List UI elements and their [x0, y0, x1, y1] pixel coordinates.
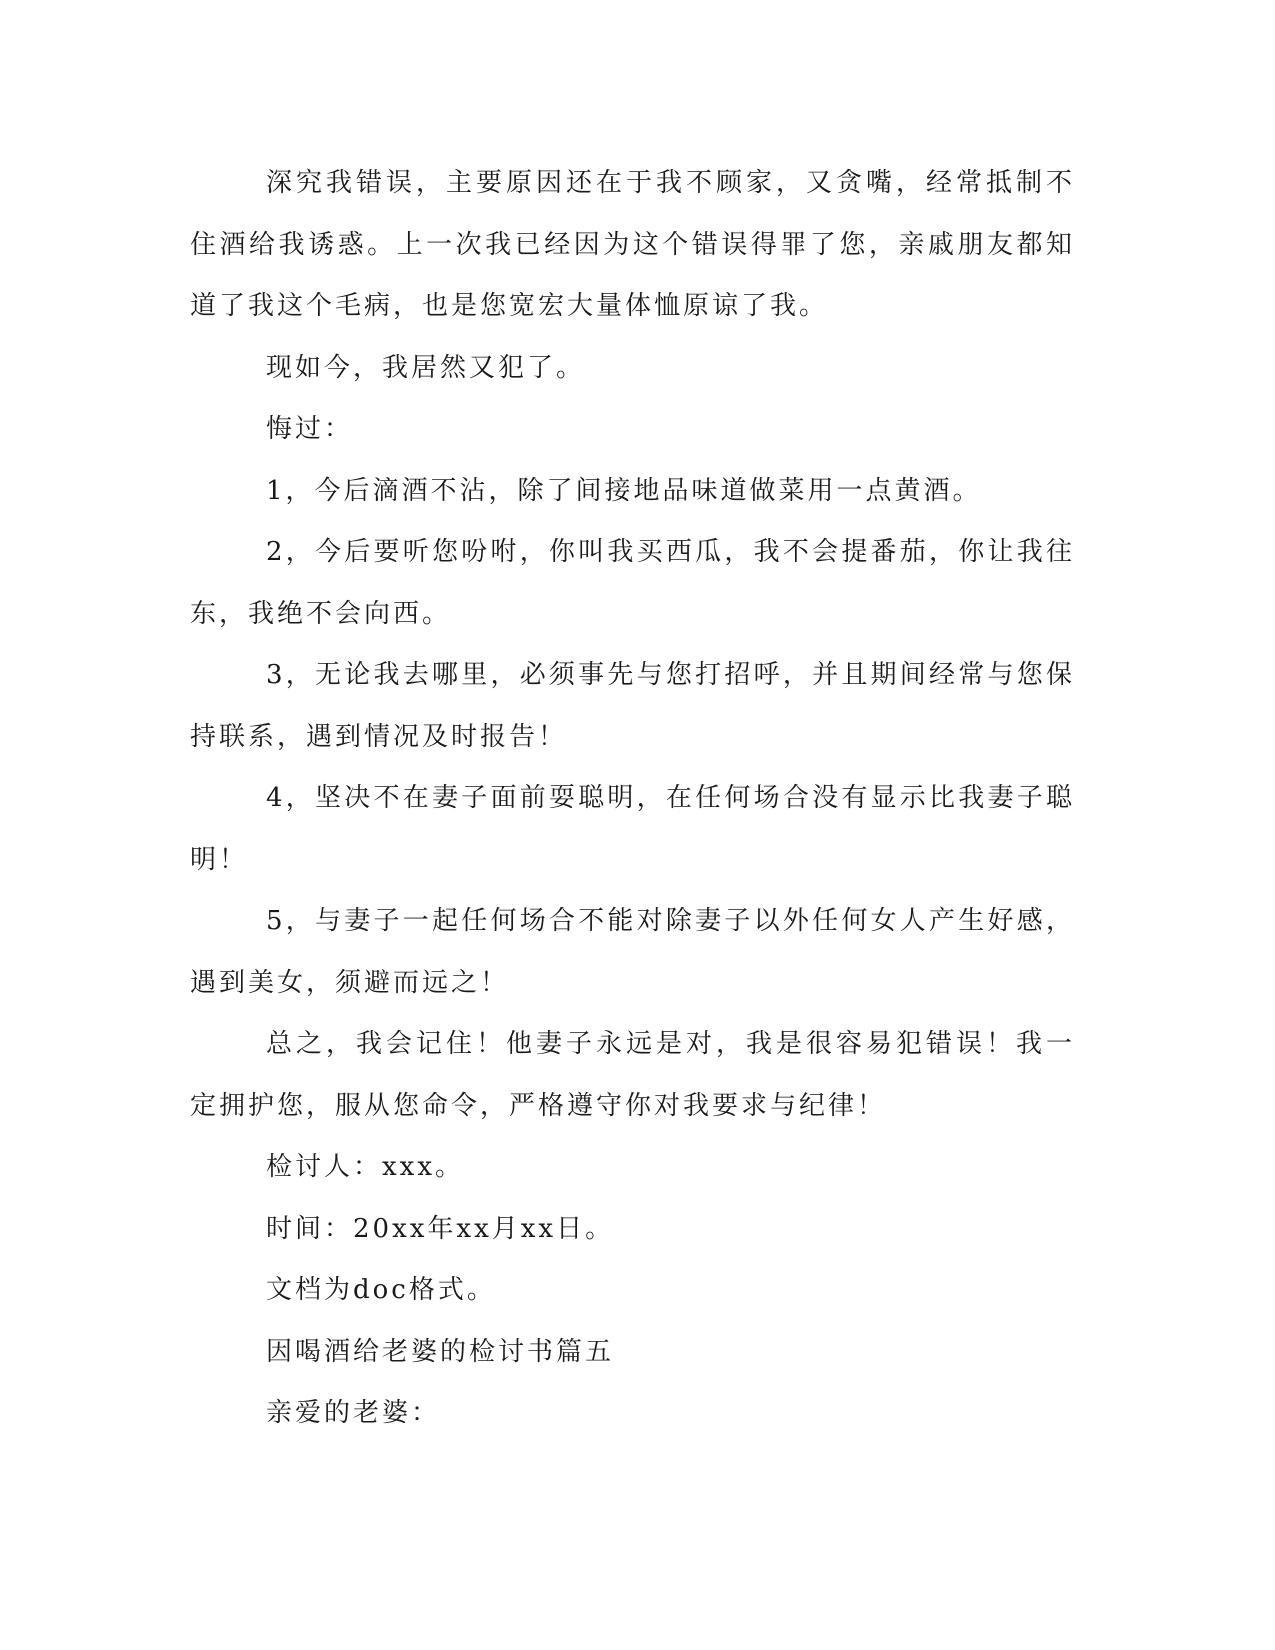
paragraph-item-3: 3，无论我去哪里，必须事先与您打招呼，并且期间经常与您保持联系，遇到情况及时报告！ — [190, 660, 1075, 752]
paragraph-again: 现如今，我居然又犯了。 — [266, 352, 586, 383]
paragraph-section-title: 因喝酒给老婆的检讨书篇五 — [266, 1336, 615, 1367]
paragraph-item-2: 2，今后要听您吩咐，你叫我买西瓜，我不会提番茄，你让我往东，我绝不会向西。 — [190, 537, 1075, 629]
paragraph-item-1: 1，今后滴酒不沾，除了间接地品味道做菜用一点黄酒。 — [266, 475, 982, 506]
paragraph-salutation: 亲爱的老婆： — [266, 1398, 441, 1428]
document-body — [190, 153, 1075, 1445]
paragraph-cause: 深究我错误，主要原因还在于我不顾家，又贪嘴，经常抵制不住酒给我诱惑。上一次我已经因为这个错误得罪了您，亲戚朋友都知道了我这个毛病，也是您宽宏大量体恤原谅了我。 — [190, 168, 1075, 321]
paragraph-item-4: 4，坚决不在妻子面前耍聪明，在任何场合没有显示比我妻子聪明！ — [190, 783, 1075, 875]
paragraph-item-5: 5，与妻子一起任何场合不能对除妻子以外任何女人产生好感，遇到美女，须避而远之！ — [190, 906, 1075, 998]
paragraph-date: 时间：20xx年xx月xx日。 — [266, 1213, 615, 1244]
paragraph-format-note: 文档为doc格式。 — [266, 1275, 496, 1305]
paragraph-repent-heading: 悔过： — [266, 414, 354, 444]
paragraph-signer: 检讨人：xxx。 — [266, 1152, 464, 1182]
paragraph-summary: 总之，我会记住！他妻子永远是对，我是很容易犯错误！我一定拥护您，服从您命令，严格遵守你对我要求与纪律！ — [190, 1029, 1075, 1121]
